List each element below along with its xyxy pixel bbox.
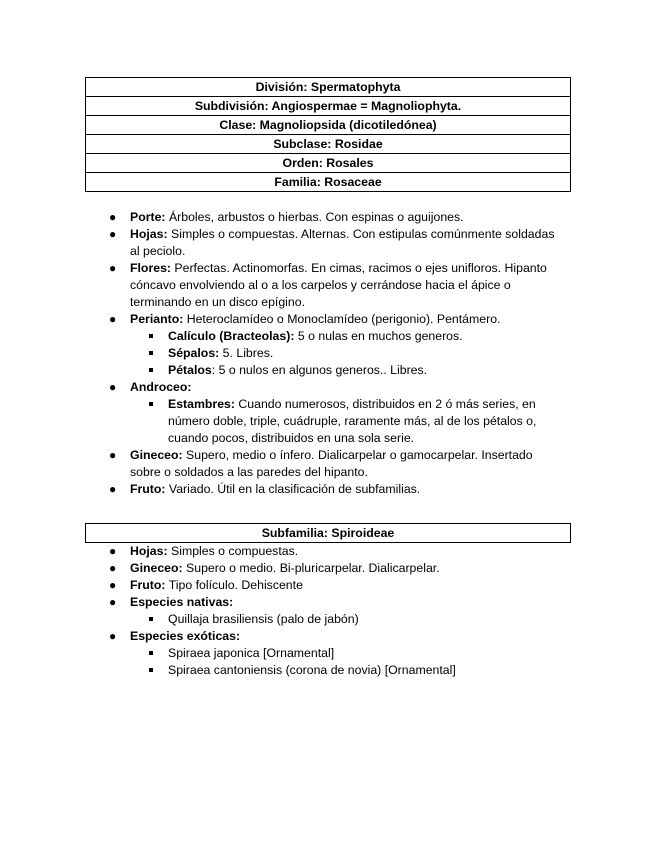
petalos-label: Pétalos (168, 363, 212, 377)
porte-text: Árboles, arbustos o hierbas. Con espinas o aguijones. (165, 210, 464, 224)
list-item-flores (0, 260, 655, 311)
gineceo-label: Gineceo: (130, 448, 183, 462)
subfamily-title-cell: Subfamilia: Spiroideae (86, 524, 571, 543)
sublist-item-estambres (0, 396, 655, 447)
petalos-text: : 5 o nulos en algunos generos.. Libres. (211, 363, 428, 377)
square-bullet-icon (149, 368, 153, 372)
estambres-text: Cuando numerosos, distribuidos en 2 ó más series, en número doble, triple, cuádruple, raramente más, al de los pétalos o, cuando pocos, distribuidos en una sola serie. (168, 397, 537, 445)
sublist-item-petalos (0, 362, 655, 379)
bullet-icon: ● (109, 578, 117, 592)
taxonomy-table (85, 77, 571, 192)
square-bullet-icon (149, 334, 153, 338)
flores-label: Flores: (130, 261, 171, 275)
exoticas-label: Especies exóticas: (130, 629, 241, 643)
bullet-icon: ● (109, 380, 117, 394)
bullet-icon: ● (109, 210, 117, 224)
sub-gineceo-label: Gineceo: (130, 561, 183, 575)
sub-fruto-text: Tipo folículo. Dehiscente (165, 578, 303, 592)
sepalos-label: Sépalos: (168, 346, 220, 360)
androceo-label: Androceo: (130, 380, 192, 394)
perianto-label: Perianto: (130, 312, 184, 326)
bullet-icon: ● (109, 312, 117, 326)
familia-cell: Familia: Rosaceae (86, 173, 571, 192)
list-item-androceo (0, 379, 655, 396)
sublist-item-nativa (0, 611, 655, 628)
square-bullet-icon (149, 617, 153, 621)
exotica-text: Spiraea japonica [Ornamental] (168, 646, 335, 660)
sublist-item-sepalos (0, 345, 655, 362)
subclase-cell: Subclase: Rosidae (86, 135, 571, 154)
hojas-label: Hojas: (130, 227, 168, 241)
sub-gineceo-text: Supero o medio. Bi-pluricarpelar. Dialicarpelar. (182, 561, 440, 575)
perianto-text: Heteroclamídeo o Monoclamídeo (perigonio). Pentámero. (183, 312, 501, 326)
list-item-gineceo (0, 447, 655, 481)
sub-fruto-label: Fruto: (130, 578, 166, 592)
bullet-icon: ● (109, 629, 117, 643)
sublist-item-caliculo (0, 328, 655, 345)
gineceo-text: Supero, medio o ínfero. Dialicarpelar o gamocarpelar. Insertado sobre o soldados a las paredes del hipanto. (130, 448, 533, 479)
nativas-label: Especies nativas: (130, 595, 234, 609)
bullet-icon: ● (109, 482, 117, 496)
fruto-text: Variado. Útil en la clasificación de subfamilias. (165, 482, 421, 496)
flores-text: Perfectas. Actinomorfas. En cimas, racimos o ejes unifloros. Hipanto cóncavo envolviendo al o a los carpelos y cerrándose hacia el ápice o terminando en un disco epígino. (130, 261, 547, 309)
sublist-item-exotica (0, 645, 655, 662)
square-bullet-icon (149, 651, 153, 655)
square-bullet-icon (149, 402, 153, 406)
list-item-perianto (0, 311, 655, 328)
bullet-icon: ● (109, 448, 117, 462)
sublist-item-exotica (0, 662, 655, 679)
bullet-icon: ● (109, 261, 117, 275)
subdivision-cell: Subdivisión: Angiospermae = Magnoliophyta. (86, 97, 571, 116)
family-characteristics-list (0, 209, 655, 498)
subfamily-table (85, 523, 571, 543)
clase-cell: Clase: Magnoliopsida (dicotiledónea) (86, 116, 571, 135)
bullet-icon: ● (109, 595, 117, 609)
caliculo-text: 5 o nulas en muchos generos. (294, 329, 463, 343)
bullet-icon: ● (109, 227, 117, 241)
nativa-text: Quillaja brasiliensis (palo de jabón) (168, 612, 359, 626)
bullet-icon: ● (109, 561, 117, 575)
sepalos-text: 5. Libres. (219, 346, 274, 360)
orden-cell: Orden: Rosales (86, 154, 571, 173)
list-item-fruto (0, 481, 655, 498)
exotica-text: Spiraea cantoniensis (corona de novia) [Ornamental] (168, 663, 456, 677)
division-cell: División: Spermatophyta (86, 78, 571, 97)
square-bullet-icon (149, 668, 153, 672)
sub-hojas-text: Simples o compuestas. (167, 544, 299, 558)
list-item-sub-gineceo (0, 560, 655, 577)
bullet-icon: ● (109, 544, 117, 558)
caliculo-label: Calículo (Bracteolas): (168, 329, 295, 343)
hojas-text: Simples o compuestas. Alternas. Con estipulas comúnmente soldadas al peciolo. (130, 227, 555, 258)
list-item-porte (0, 209, 655, 226)
sub-hojas-label: Hojas: (130, 544, 168, 558)
fruto-label: Fruto: (130, 482, 166, 496)
list-item-hojas (0, 226, 655, 260)
list-item-especies-exoticas (0, 628, 655, 645)
list-item-sub-fruto (0, 577, 655, 594)
square-bullet-icon (149, 351, 153, 355)
estambres-label: Estambres: (168, 397, 235, 411)
list-item-sub-hojas (0, 543, 655, 560)
porte-label: Porte: (130, 210, 166, 224)
list-item-especies-nativas (0, 594, 655, 611)
subfamily-characteristics-list (0, 543, 655, 679)
